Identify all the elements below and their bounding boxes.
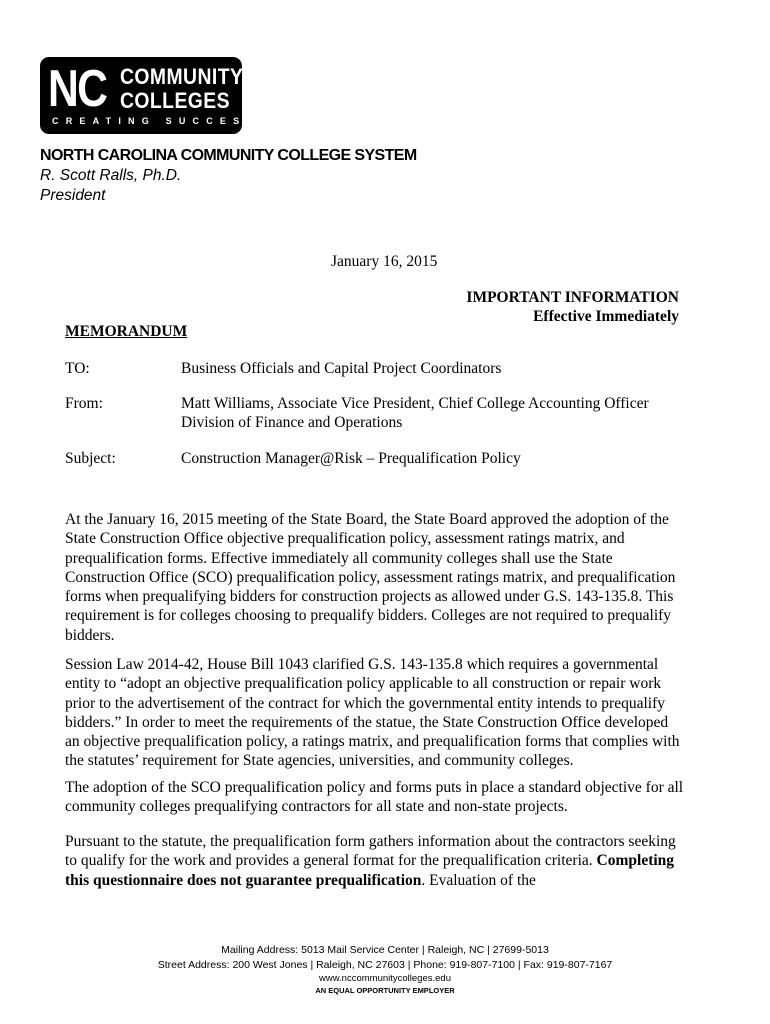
from-line-1: Matt Williams, Associate Vice President, Chief College Accounting Officer: [181, 395, 649, 412]
from-label: From:: [65, 395, 103, 412]
memorandum-heading: MEMORANDUM: [65, 323, 188, 340]
footer-mailing-address: Mailing Address: 5013 Mail Service Center | Raleigh, NC | 27699-5013: [221, 944, 549, 956]
subject-label: Subject:: [65, 450, 116, 467]
to-value: Business Officials and Capital Project Coordinators: [181, 360, 502, 377]
president-title: President: [40, 187, 106, 204]
logo-tagline: CREATING SUCCESS: [52, 116, 260, 126]
system-name: NORTH CAROLINA COMMUNITY COLLEGE SYSTEM: [40, 147, 417, 164]
president-name: R. Scott Ralls, Ph.D.: [40, 167, 182, 184]
subject-value: Construction Manager@Risk – Prequalification Policy: [181, 450, 521, 467]
footer-street-address: Street Address: 200 West Jones | Raleigh, NC 27603 | Phone: 919-807-7100 | Fax: 919-807-7167: [157, 959, 613, 971]
from-line-2: Division of Finance and Operations: [181, 414, 403, 431]
p4-start: Pursuant to the statute, the prequalification form gathers information about the contractors seeking to qualify for the work and provides a general format for the prequalification criteria.: [65, 833, 676, 870]
logo-initials: NC: [48, 60, 107, 118]
to-label: TO:: [65, 360, 90, 377]
nc-community-colleges-logo: [40, 57, 260, 134]
body-paragraph-2: Session Law 2014-42, House Bill 1043 clarified G.S. 143-135.8 which requires a governmental entity to “adopt an objective prequalification policy applicable to all construction or repair work prior to the advertisement of the contract for which the governmental entity intends to prequalify bidders.” In order to meet the requirements of the statue, the State Construction Office developed an objective prequalification policy, a ratings matrix, and prequalification forms that complies with the statutes’ requirement for State agencies, universities, and community colleges.: [65, 656, 680, 770]
body-paragraph-3: The adoption of the SCO prequalification policy and forms puts in place a standard objective for all community colleges prequalifying contractors for all state and non-state projects.: [65, 779, 684, 816]
notice-line-2: Effective Immediately: [533, 308, 679, 325]
logo-line-colleges: COLLEGES: [120, 88, 231, 113]
p4-bold: Completing this questionnaire does not guarantee prequalification: [65, 852, 675, 889]
p4-end: . Evaluation of the: [421, 871, 536, 889]
footer-website: www.nccommunitycolleges.edu: [318, 973, 451, 984]
logo-line-community: COMMUNITY: [120, 64, 244, 89]
notice-line-1: IMPORTANT INFORMATION: [466, 289, 679, 306]
body-paragraph-1: At the January 16, 2015 meeting of the State Board, the State Board approved the adoption of the State Construction Office objective prequalification policy, assessment ratings matrix, and prequalification forms. Effective immediately all community colleges shall use the State Construction Office (SCO) prequalification policy, assessment ratings matrix, and prequalification forms when prequalifying bidders for construction projects as allowed under G.S. 143-135.8. This requirement is for colleges choosing to prequalify bidders. Colleges are not required to prequalify bidders.: [65, 511, 676, 644]
important-notice: [466, 288, 679, 326]
body-paragraph-4: [65, 832, 685, 890]
footer-eoe: AN EQUAL OPPORTUNITY EMPLOYER: [315, 986, 455, 995]
memo-date: January 16, 2015: [331, 253, 438, 270]
from-value: [181, 394, 701, 432]
